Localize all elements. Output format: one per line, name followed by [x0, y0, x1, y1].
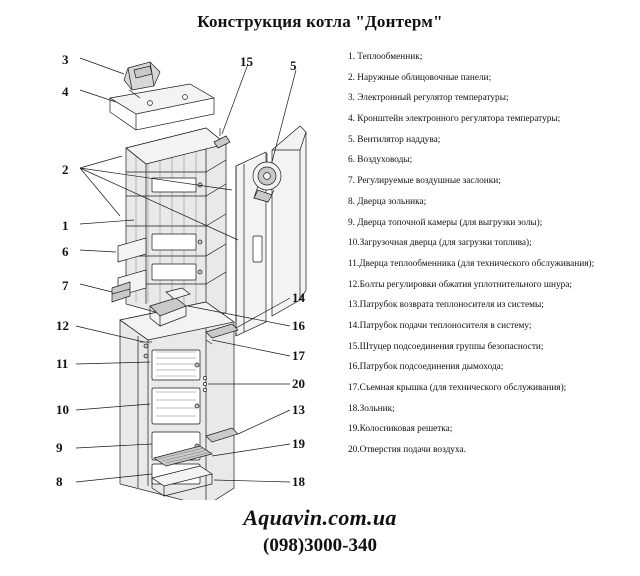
callout-10: 10	[56, 402, 69, 417]
callout-17: 17	[292, 348, 305, 363]
callout-3: 3	[62, 52, 69, 67]
legend-item: 10.Загрузочная дверца (для загрузки топлива);	[348, 238, 532, 249]
legend-item: 16.Патрубок подсоединения дымохода;	[348, 362, 504, 373]
phone-text[interactable]: (098)3000-340	[263, 535, 377, 556]
legend-item: 14.Патрубок подачи теплоносителя в систему;	[348, 320, 532, 331]
legend-item: 15.Штуцер подсоединения группы безопасности;	[348, 341, 544, 352]
legend-item: 4. Кронштейн электронного регулятора температуры;	[348, 114, 561, 125]
legend-item: 11.Дверца теплообменника (для технического обслуживания);	[348, 258, 595, 269]
legend-item: 5. Вентилятор наддува;	[348, 134, 441, 145]
legend-item: 18.Зольник;	[348, 403, 395, 414]
legend-item: 19.Колосниковая решетка;	[348, 424, 453, 435]
bottom-section-assembly	[76, 288, 290, 500]
callout-4: 4	[62, 84, 69, 99]
legend-item: 9. Дверца топочной камеры (для выгрузки золы);	[348, 217, 543, 228]
air-holes-part	[203, 376, 206, 391]
page-title: Конструкция котла "Донтерм"	[197, 12, 443, 31]
legend-item: 2. Наружные облицовочные панели;	[348, 72, 492, 83]
bracket-part	[110, 84, 214, 130]
callout-13: 13	[292, 402, 305, 417]
callout-18: 18	[292, 474, 305, 489]
callout-6: 6	[62, 244, 69, 259]
callout-9: 9	[56, 440, 63, 455]
callout-1: 1	[62, 218, 69, 233]
legend-item: 17.Съемная крышка (для технического обслуживания);	[348, 383, 567, 393]
legend-item: 7. Регулируемые воздушные заслонки;	[348, 176, 501, 187]
callout-2: 2	[62, 162, 69, 177]
callout-11: 11	[56, 356, 69, 371]
callout-12: 12	[56, 318, 69, 333]
legend-item: 6. Воздуховоды;	[348, 155, 413, 166]
callout-8: 8	[56, 474, 63, 489]
boiler-drawing	[0, 40, 346, 500]
callout-5: 5	[290, 58, 297, 73]
callout-16: 16	[292, 318, 305, 333]
legend-item: 13.Патрубок возврата теплоносителя из системы;	[348, 300, 544, 311]
legend-item: 8. Дверца зольника;	[348, 196, 427, 207]
legend-item: 3. Электронный регулятор температуры;	[348, 93, 509, 104]
legend-list	[348, 52, 634, 466]
top-exploded-assembly	[80, 58, 306, 336]
footer	[0, 505, 640, 557]
callout-19: 19	[292, 436, 305, 451]
callout-7: 7	[62, 278, 69, 293]
thermostat-part	[124, 62, 160, 90]
callout-15: 15	[240, 54, 253, 69]
website-text[interactable]: Aquavin.com.ua	[243, 505, 397, 530]
legend-item: 1. Теплообменник;	[348, 52, 423, 62]
legend-item: 12.Болты регулировки обжатия уплотнительного шнура;	[348, 279, 572, 290]
legend-item: 20.Отверстия подачи воздуха.	[348, 445, 466, 456]
callout-14: 14	[292, 290, 305, 305]
exploded-view-svg	[0, 40, 346, 500]
callout-20: 20	[292, 376, 305, 391]
